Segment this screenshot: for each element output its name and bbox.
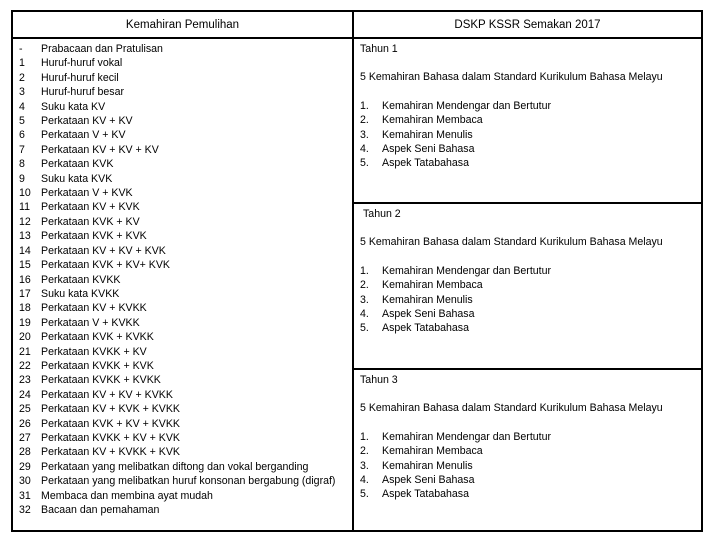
skill-text: Kemahiran Menulis — [382, 128, 473, 141]
item-number: 22 — [19, 359, 31, 372]
list-item — [19, 388, 335, 402]
item-number: 30 — [19, 475, 31, 488]
skill-item — [360, 444, 701, 458]
item-text: Huruf-huruf kecil — [41, 71, 119, 84]
item-text: Perkataan V + KVKK — [41, 316, 140, 329]
item-number: 2 — [19, 71, 25, 84]
list-item — [19, 417, 335, 431]
skill-item — [360, 293, 701, 307]
skill-item — [360, 113, 701, 127]
list-item — [19, 200, 335, 214]
skill-text: Kemahiran Membaca — [382, 114, 483, 127]
section-tahun-3 — [354, 372, 701, 502]
year-label: Tahun 3 — [360, 374, 398, 386]
item-text: Perkataan KV + KVK — [41, 201, 140, 214]
pemulihan-list — [19, 42, 335, 517]
item-number: 28 — [19, 446, 31, 459]
list-item — [19, 431, 335, 445]
item-number: 21 — [19, 345, 31, 358]
skill-number: 3. — [360, 459, 369, 472]
skill-text: Aspek Seni Bahasa — [382, 143, 475, 156]
item-text: Perkataan KV + KVK + KVKK — [41, 403, 180, 416]
list-item — [19, 316, 335, 330]
list-item — [19, 273, 335, 287]
row-divider — [354, 202, 701, 204]
skill-item — [360, 459, 701, 473]
item-text: Suku kata KVK — [41, 172, 113, 185]
skill-number: 2. — [360, 279, 369, 292]
list-item — [19, 114, 335, 128]
list-item — [19, 301, 335, 315]
skill-item — [360, 264, 701, 278]
item-text: Perkataan KVK + KV + KVKK — [41, 417, 180, 430]
item-number: 5 — [19, 115, 25, 128]
skill-text: Aspek Seni Bahasa — [382, 308, 475, 321]
item-text: Perkataan KV + KV — [41, 115, 133, 128]
list-item — [19, 345, 335, 359]
skill-number: 1. — [360, 99, 369, 112]
header-kemahiran-pemulihan: Kemahiran Pemulihan — [13, 12, 352, 39]
item-text: Prabacaan dan Pratulisan — [41, 43, 163, 55]
list-item — [19, 157, 335, 171]
item-text: Perkataan V + KV — [41, 129, 126, 142]
item-number: 8 — [19, 158, 25, 171]
skill-item — [360, 128, 701, 142]
item-text: Perkataan KVK + KV+ KVK — [41, 259, 170, 272]
list-item — [19, 445, 335, 459]
list-item — [19, 71, 335, 85]
item-number: 23 — [19, 374, 31, 387]
list-item — [19, 100, 335, 114]
item-number: 13 — [19, 230, 31, 243]
item-text: Perkataan KVK + KVKK — [41, 331, 154, 344]
skill-item — [360, 430, 701, 444]
section-description: 5 Kemahiran Bahasa dalam Standard Kurikulum Bahasa Melayu — [360, 402, 663, 415]
skill-number: 4. — [360, 308, 369, 321]
item-text: Bacaan dan pemahaman — [41, 504, 160, 516]
section-description: 5 Kemahiran Bahasa dalam Standard Kurikulum Bahasa Melayu — [360, 71, 663, 84]
skill-text: Kemahiran Mendengar dan Bertutur — [382, 99, 552, 112]
list-item — [19, 359, 335, 373]
item-text: Perkataan KVKK + KV + KVK — [41, 431, 180, 444]
list-item — [19, 287, 335, 301]
list-item — [19, 474, 335, 488]
list-item — [19, 258, 335, 272]
item-number: 26 — [19, 417, 31, 430]
header-dskp-kssr: DSKP KSSR Semakan 2017 — [354, 12, 701, 39]
skill-item — [360, 99, 701, 113]
item-text: Perkataan KVK + KVK — [41, 230, 147, 243]
skill-item — [360, 156, 701, 170]
item-number: 20 — [19, 331, 31, 344]
row-divider — [354, 368, 701, 370]
list-item — [19, 143, 335, 157]
item-text: Perkataan KVK + KV — [41, 215, 140, 228]
item-text: Perkataan KVK — [41, 158, 114, 171]
item-text: Perkataan KV + KV + KV — [41, 143, 159, 156]
item-number: 4 — [19, 100, 25, 113]
item-text: Perkataan KVKK + KVK — [41, 359, 154, 372]
skill-text: Aspek Seni Bahasa — [382, 474, 475, 487]
skill-number: 4. — [360, 143, 369, 156]
skill-text: Kemahiran Menulis — [382, 293, 473, 306]
item-text: Huruf-huruf vokal — [41, 57, 123, 70]
skills-list — [360, 430, 701, 502]
item-number: 7 — [19, 143, 25, 156]
skill-item — [360, 487, 701, 501]
item-text: Perkataan KV + KV + KVKK — [41, 388, 173, 401]
item-number: 31 — [19, 489, 31, 502]
skill-text: Kemahiran Mendengar dan Bertutur — [382, 264, 552, 277]
skill-text: Kemahiran Menulis — [382, 459, 473, 472]
skill-text: Kemahiran Mendengar dan Bertutur — [382, 430, 552, 443]
list-item — [19, 229, 335, 243]
skill-number: 5. — [360, 488, 369, 501]
list-item — [19, 244, 335, 258]
skill-text: Aspek Tatabahasa — [382, 157, 469, 170]
skill-number: 2. — [360, 445, 369, 458]
skill-text: Kemahiran Membaca — [382, 279, 483, 292]
list-item — [19, 489, 335, 503]
item-number: 1 — [19, 57, 25, 70]
item-text: Perkataan KVKK + KVKK — [41, 374, 161, 387]
skills-list — [360, 264, 701, 336]
item-number: 18 — [19, 302, 31, 315]
skill-number: 1. — [360, 264, 369, 277]
item-number: 16 — [19, 273, 31, 286]
skills-list — [360, 99, 701, 171]
skill-item — [360, 307, 701, 321]
skill-text: Aspek Tatabahasa — [382, 322, 469, 335]
year-label: Tahun 1 — [360, 43, 398, 55]
item-number: 27 — [19, 431, 31, 444]
item-text: Huruf-huruf besar — [41, 86, 125, 99]
skill-number: 5. — [360, 322, 369, 335]
list-item — [19, 503, 335, 517]
item-number: 17 — [19, 287, 31, 300]
list-item — [19, 330, 335, 344]
item-text: Perkataan V + KVK — [41, 187, 133, 200]
skill-item — [360, 142, 701, 156]
skill-text: Aspek Tatabahasa — [382, 488, 469, 501]
item-number: 24 — [19, 388, 31, 401]
list-item — [19, 460, 335, 474]
item-number: 25 — [19, 403, 31, 416]
item-text: Perkataan KVKK — [41, 273, 121, 286]
item-number: 12 — [19, 215, 31, 228]
list-item — [19, 85, 335, 99]
item-number: 32 — [19, 504, 31, 516]
section-tahun-2 — [354, 206, 701, 336]
year-label: Tahun 2 — [363, 208, 401, 220]
item-text: Suku kata KVKK — [41, 287, 120, 300]
list-item — [19, 172, 335, 186]
skill-item — [360, 321, 701, 335]
item-text: Perkataan yang melibatkan diftong dan vokal berganding — [41, 460, 309, 473]
skill-number: 1. — [360, 430, 369, 443]
item-text: Perkataan KVKK + KV — [41, 345, 147, 358]
skill-number: 2. — [360, 114, 369, 127]
item-text: Perkataan KV + KVKK — [41, 302, 147, 315]
list-item — [19, 215, 335, 229]
item-text: Perkataan yang melibatkan huruf konsonan bergabung (digraf) — [41, 475, 336, 488]
skill-number: 5. — [360, 157, 369, 170]
section-tahun-1 — [354, 41, 701, 171]
item-number: 10 — [19, 187, 31, 200]
item-number: 19 — [19, 316, 31, 329]
item-number: 11 — [19, 201, 30, 214]
skill-item — [360, 278, 701, 292]
item-number: - — [19, 43, 23, 55]
item-number: 29 — [19, 460, 31, 473]
list-item — [19, 56, 335, 70]
list-item — [19, 373, 335, 387]
list-item — [19, 402, 335, 416]
skill-number: 3. — [360, 128, 369, 141]
item-number: 3 — [19, 86, 25, 99]
skill-item — [360, 473, 701, 487]
list-item — [19, 186, 335, 200]
item-number: 14 — [19, 244, 31, 257]
item-text: Suku kata KV — [41, 100, 106, 113]
item-text: Perkataan KV + KVKK + KVK — [41, 446, 180, 459]
item-number: 6 — [19, 129, 25, 142]
item-text: Membaca dan membina ayat mudah — [41, 489, 213, 502]
list-item — [19, 128, 335, 142]
skill-text: Kemahiran Membaca — [382, 445, 483, 458]
skill-number: 4. — [360, 474, 369, 487]
skills-table — [11, 10, 703, 532]
skill-number: 3. — [360, 293, 369, 306]
item-number: 9 — [19, 172, 25, 185]
section-description: 5 Kemahiran Bahasa dalam Standard Kurikulum Bahasa Melayu — [360, 236, 663, 249]
list-item — [19, 42, 335, 56]
item-text: Perkataan KV + KV + KVK — [41, 244, 166, 257]
item-number: 15 — [19, 259, 31, 272]
